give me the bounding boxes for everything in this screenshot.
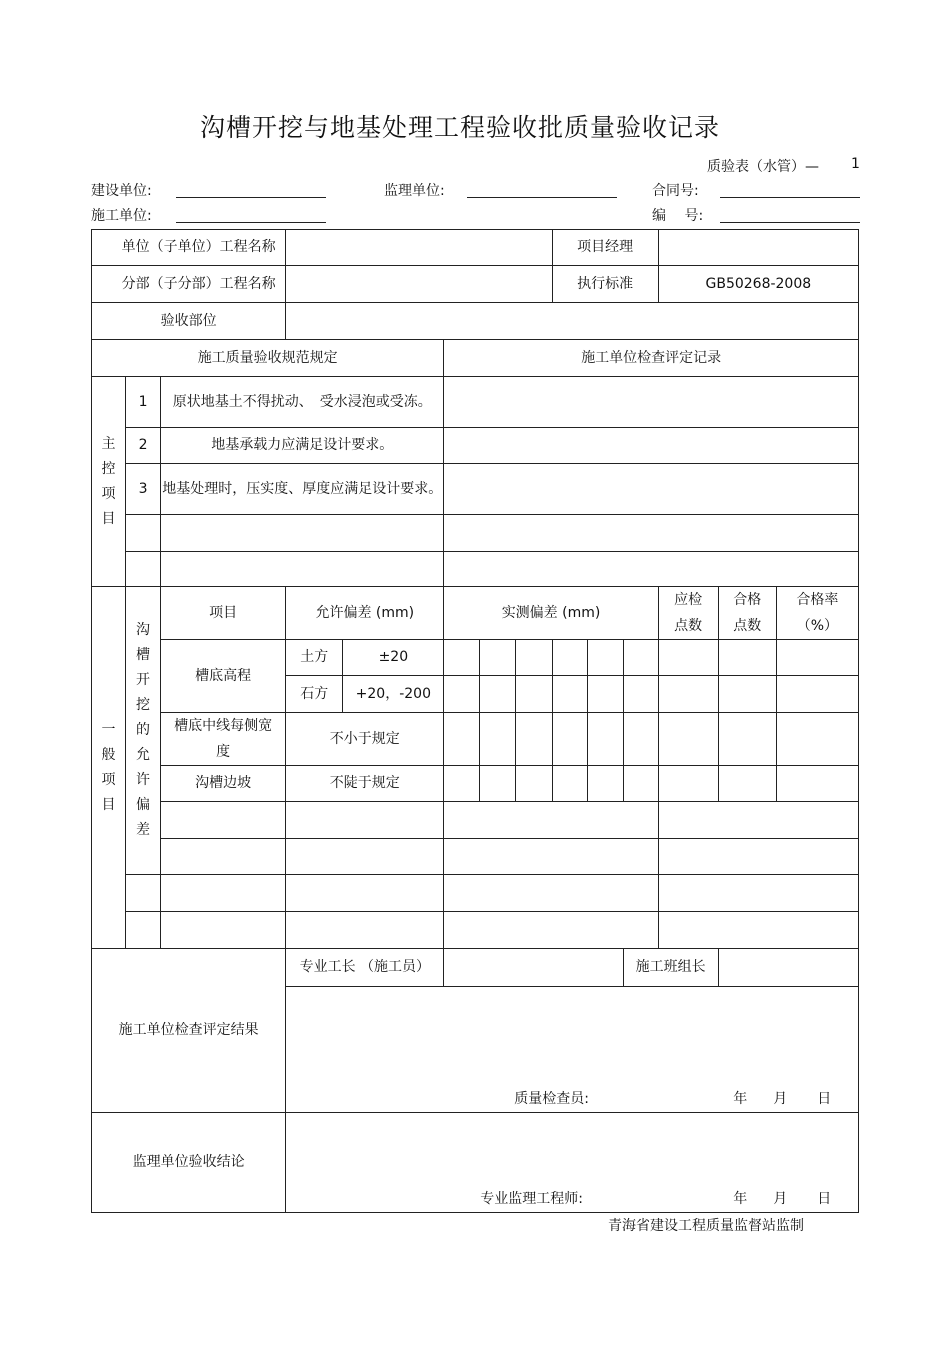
measured-cell[interactable] xyxy=(444,713,480,766)
centerline-tolerance: 不小于规定 xyxy=(286,713,444,766)
measured-cell[interactable] xyxy=(623,713,658,766)
result-sign-area[interactable] xyxy=(286,987,859,1113)
general-empty-tolerance[interactable] xyxy=(286,839,444,875)
main-item-record[interactable] xyxy=(444,377,859,428)
measured-cell[interactable] xyxy=(516,766,552,802)
general-empty-stats[interactable] xyxy=(658,912,858,949)
main-item-text-empty[interactable] xyxy=(161,515,444,552)
measured-cell[interactable] xyxy=(623,676,658,713)
spec-header-right: 施工单位检查评定记录 xyxy=(444,340,859,377)
main-item-text: 地基承载力应满足设计要求。 xyxy=(161,428,444,464)
measured-cell[interactable] xyxy=(444,640,480,676)
soil-label: 土方 xyxy=(286,640,343,676)
should-check-cell[interactable] xyxy=(658,713,718,766)
centerline-label: 槽底中线每侧宽度 xyxy=(161,713,286,766)
pass-rate-cell[interactable] xyxy=(776,640,858,676)
main-control-label: 主控项目 xyxy=(92,377,126,587)
main-item-no: 3 xyxy=(126,464,161,515)
measured-cell[interactable] xyxy=(516,713,552,766)
foreman-value[interactable] xyxy=(444,949,623,987)
foreman-label: 专业工长 （施工员） xyxy=(286,949,444,987)
year-label: 年 xyxy=(733,1191,748,1207)
month-label: 月 xyxy=(773,1091,788,1107)
general-empty-item[interactable] xyxy=(161,839,286,875)
contract-no-label: 合同号: xyxy=(652,183,699,199)
month-label: 月 xyxy=(773,1191,788,1207)
col-measured-header: 实测偏差 (mm) xyxy=(444,587,658,640)
measured-cell[interactable] xyxy=(587,676,623,713)
main-item-no: 2 xyxy=(126,428,161,464)
measured-cell[interactable] xyxy=(587,640,623,676)
day-label: 日 xyxy=(817,1091,832,1107)
col-should-check-header: 应检点数 xyxy=(658,587,718,640)
measured-cell[interactable] xyxy=(552,713,587,766)
main-item-no: 1 xyxy=(126,377,161,428)
general-empty-measured[interactable] xyxy=(444,839,658,875)
builder-unit-label: 施工单位: xyxy=(91,208,152,224)
inspector-label: 质量检查员: xyxy=(514,1091,589,1107)
inspection-part-label: 验收部位 xyxy=(92,303,286,340)
form-code-number: 1 xyxy=(851,156,860,172)
col-item-header: 项目 xyxy=(161,587,286,640)
measured-cell[interactable] xyxy=(587,713,623,766)
general-label: 一般项目 xyxy=(92,587,126,949)
measured-cell[interactable] xyxy=(552,676,587,713)
unit-project-name-label: 单位（子单位）工程名称 xyxy=(92,230,286,266)
general-empty-tolerance[interactable] xyxy=(286,912,444,949)
measured-cell[interactable] xyxy=(480,640,516,676)
measured-cell[interactable] xyxy=(587,766,623,802)
team-leader-value[interactable] xyxy=(718,949,858,987)
soil-tolerance: ±20 xyxy=(343,640,444,676)
slope-label: 沟槽边坡 xyxy=(161,766,286,802)
general-empty-item[interactable] xyxy=(161,875,286,912)
general-empty-stats[interactable] xyxy=(658,839,858,875)
project-manager-value[interactable] xyxy=(658,230,858,266)
general-empty-sub[interactable] xyxy=(126,912,161,949)
main-item-record[interactable] xyxy=(444,428,859,464)
main-item-text-empty[interactable] xyxy=(161,552,444,587)
measured-cell[interactable] xyxy=(444,676,480,713)
result-label: 施工单位检查评定结果 xyxy=(92,949,286,1113)
serial-no-field[interactable] xyxy=(720,222,860,223)
rock-tolerance: +20，-200 xyxy=(343,676,444,713)
measured-cell[interactable] xyxy=(623,640,658,676)
general-empty-item[interactable] xyxy=(161,912,286,949)
measured-cell[interactable] xyxy=(552,766,587,802)
conclusion-sign-area[interactable] xyxy=(286,1113,859,1213)
pass-rate-cell[interactable] xyxy=(776,766,858,802)
sub-project-name-value[interactable] xyxy=(286,266,552,303)
slope-tolerance: 不陡于规定 xyxy=(286,766,444,802)
general-empty-sub[interactable] xyxy=(126,875,161,912)
should-check-cell[interactable] xyxy=(658,640,718,676)
unit-project-name-value[interactable] xyxy=(286,230,552,266)
inspection-table xyxy=(91,229,859,1213)
pass-points-cell[interactable] xyxy=(718,713,776,766)
supervision-unit-label: 监理单位: xyxy=(384,183,445,199)
measured-cell[interactable] xyxy=(444,766,480,802)
general-empty-item[interactable] xyxy=(161,802,286,839)
main-item-record[interactable] xyxy=(444,552,859,587)
general-empty-measured[interactable] xyxy=(444,912,658,949)
col-pass-points-header: 合格点数 xyxy=(718,587,776,640)
main-item-text: 原状地基土不得扰动、 受水浸泡或受冻。 xyxy=(161,377,444,428)
measured-cell[interactable] xyxy=(480,766,516,802)
general-empty-tolerance[interactable] xyxy=(286,875,444,912)
main-item-record[interactable] xyxy=(444,515,859,552)
sub-project-name-label: 分部（子分部）工程名称 xyxy=(92,266,286,303)
form-code-label: 质验表（水管）— xyxy=(707,159,819,175)
serial-no-label: 编 号: xyxy=(652,208,704,224)
main-item-text: 地基处理时，压实度、厚度应满足设计要求。 xyxy=(161,464,444,515)
should-check-cell[interactable] xyxy=(658,766,718,802)
main-item-record[interactable] xyxy=(444,464,859,515)
measured-cell[interactable] xyxy=(480,713,516,766)
general-empty-stats[interactable] xyxy=(658,802,858,839)
general-sub-label: 沟槽开挖的允许偏差 xyxy=(126,587,161,875)
pass-rate-cell[interactable] xyxy=(776,713,858,766)
main-item-no-empty[interactable] xyxy=(126,552,161,587)
construction-unit-field[interactable] xyxy=(176,197,326,198)
should-check-cell[interactable] xyxy=(658,676,718,713)
pass-rate-cell[interactable] xyxy=(776,676,858,713)
measured-cell[interactable] xyxy=(480,676,516,713)
pass-points-cell[interactable] xyxy=(718,766,776,802)
measured-cell[interactable] xyxy=(516,676,552,713)
engineer-label: 专业监理工程师: xyxy=(480,1191,583,1207)
general-empty-measured[interactable] xyxy=(444,875,658,912)
builder-unit-field[interactable] xyxy=(176,222,326,223)
day-label: 日 xyxy=(817,1191,832,1207)
main-item-no-empty[interactable] xyxy=(126,515,161,552)
conclusion-label: 监理单位验收结论 xyxy=(92,1113,286,1213)
inspection-part-value[interactable] xyxy=(286,303,859,340)
measured-cell[interactable] xyxy=(516,640,552,676)
general-empty-measured[interactable] xyxy=(444,802,658,839)
team-leader-label: 施工班组长 xyxy=(623,949,718,987)
project-manager-label: 项目经理 xyxy=(552,230,658,266)
col-pass-rate-header: 合格率（%） xyxy=(776,587,858,640)
measured-cell[interactable] xyxy=(552,640,587,676)
spec-header-left: 施工质量验收规范规定 xyxy=(92,340,444,377)
supervision-unit-field[interactable] xyxy=(467,197,617,198)
pass-points-cell[interactable] xyxy=(718,640,776,676)
general-empty-tolerance[interactable] xyxy=(286,802,444,839)
col-tolerance-header: 允许偏差 (mm) xyxy=(286,587,444,640)
page-title: 沟槽开挖与地基处理工程验收批质量验收记录 xyxy=(199,113,720,142)
pass-points-cell[interactable] xyxy=(718,676,776,713)
measured-cell[interactable] xyxy=(623,766,658,802)
general-empty-stats[interactable] xyxy=(658,875,858,912)
footer-issuer: 青海省建设工程质量监督站监制 xyxy=(608,1218,804,1234)
rock-label: 石方 xyxy=(286,676,343,713)
year-label: 年 xyxy=(733,1091,748,1107)
standard-label: 执行标准 xyxy=(552,266,658,303)
construction-unit-label: 建设单位: xyxy=(91,183,152,199)
bottom-elevation-label: 槽底高程 xyxy=(161,640,286,713)
contract-no-field[interactable] xyxy=(720,197,860,198)
standard-value: GB50268-2008 xyxy=(658,266,858,303)
